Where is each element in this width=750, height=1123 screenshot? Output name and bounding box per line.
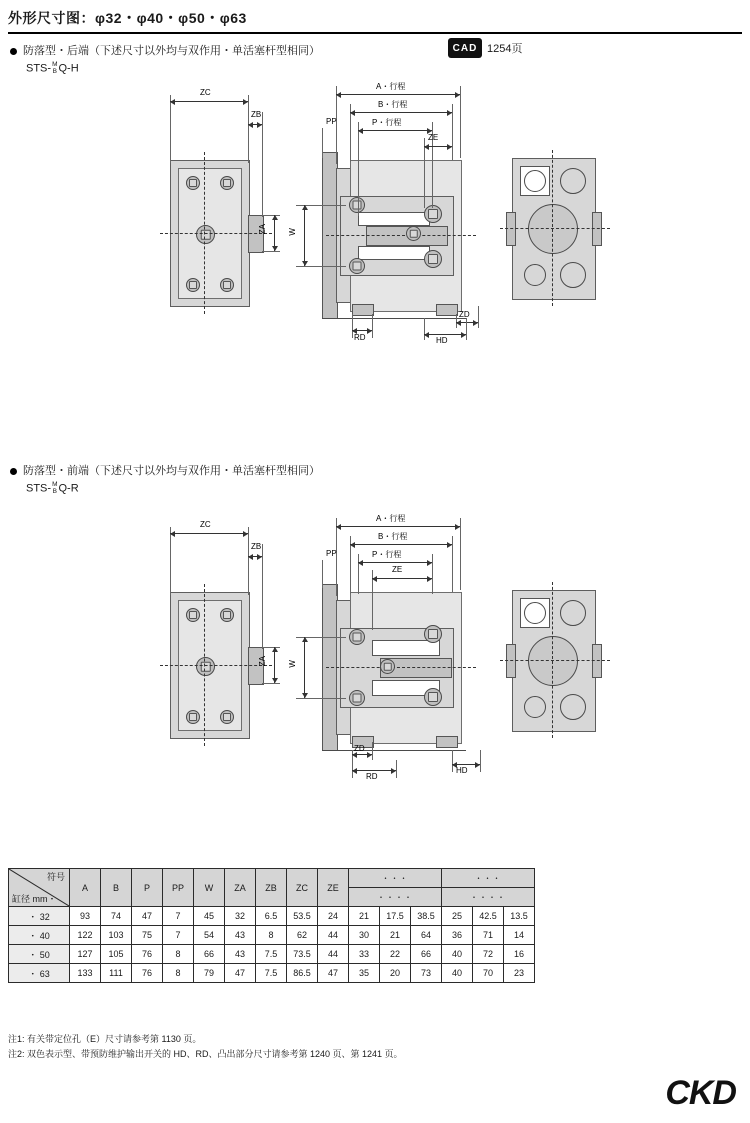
dim-zb-label: ZB	[251, 110, 262, 119]
ext-line	[262, 683, 280, 684]
cell: 71	[473, 926, 504, 945]
cell: 86.5	[287, 964, 318, 983]
section-2-heading	[10, 462, 320, 478]
footnotes	[8, 1032, 403, 1062]
section-2-model-prefix: STS-	[26, 482, 52, 495]
ext-line	[170, 95, 171, 163]
footnote-2: 注2: 双色表示型、带预防维护输出开关的 HD、RD、凸出部分尺寸请参考第 1240 页、第 1241 页。	[8, 1049, 403, 1059]
section-2-model-num: M	[52, 481, 58, 488]
dim-rd-line	[352, 330, 372, 331]
dim-a-line-2	[336, 526, 460, 527]
cad-page-reference: 1254页	[487, 43, 523, 55]
dim-hd-line	[424, 334, 466, 335]
centerline-horizontal	[500, 660, 610, 661]
cell: 44	[318, 945, 349, 964]
table-corner-bore: 缸径 mm・	[12, 894, 57, 904]
main-view-rod-upper	[358, 212, 430, 226]
cell: 24	[318, 907, 349, 926]
cell: 13.5	[504, 907, 535, 926]
dim-pp-label-2: PP	[326, 549, 337, 558]
row-bore-40: ・ 40	[9, 926, 70, 945]
cell: 40	[442, 964, 473, 983]
section-2-model-den: B	[52, 487, 57, 495]
centerline-vertical	[552, 582, 553, 738]
row-bore-63: ・ 63	[9, 964, 70, 983]
bolt-icon	[186, 176, 200, 190]
table-corner-cell	[9, 869, 70, 907]
cell: 122	[70, 926, 101, 945]
port-circle	[560, 168, 586, 194]
cad-icon: CAD	[448, 38, 482, 58]
centerline-horizontal	[160, 233, 272, 234]
col-head-w: W	[194, 869, 225, 907]
dim-w-line	[304, 205, 305, 266]
dim-a-line	[336, 94, 460, 95]
ext-line	[478, 306, 479, 328]
cell: 76	[132, 945, 163, 964]
section-1-heading	[10, 42, 320, 58]
cell: 105	[101, 945, 132, 964]
cell: 64	[411, 926, 442, 945]
cell: 25	[442, 907, 473, 926]
dim-ze-label: ZE	[428, 133, 439, 142]
centerline-vertical	[552, 150, 553, 306]
bolt-icon	[406, 226, 421, 241]
dim-pp-label: PP	[326, 117, 337, 126]
main-view-foot-right-2	[436, 736, 458, 748]
dim-zc-line-2	[170, 533, 248, 534]
baseline-2	[322, 750, 466, 751]
cell: 30	[349, 926, 380, 945]
cell: 73	[411, 964, 442, 983]
table-row	[9, 926, 535, 945]
cell: 7	[163, 926, 194, 945]
bolt-icon	[220, 710, 234, 724]
cell: 93	[70, 907, 101, 926]
cell: 8	[256, 926, 287, 945]
section-1-model-prefix: STS-	[26, 62, 52, 75]
cell: 23	[504, 964, 535, 983]
cell: 38.5	[411, 907, 442, 926]
cell: 35	[349, 964, 380, 983]
cell: 72	[473, 945, 504, 964]
dim-zb-label-2: ZB	[251, 542, 262, 551]
col-group-2-subhead: ・・・・	[442, 888, 535, 907]
cell: 103	[101, 926, 132, 945]
port-circle	[524, 170, 546, 192]
center-bolt-icon	[196, 225, 215, 244]
bolt-icon	[186, 278, 200, 292]
bullet-icon	[10, 468, 17, 475]
dim-zc-label: ZC	[200, 88, 211, 97]
dim-rd-label: RD	[354, 333, 366, 342]
dim-za-line-2	[274, 647, 275, 683]
dim-b-label: B・行程	[378, 100, 408, 109]
bolt-icon	[424, 625, 442, 643]
dim-b-line-2	[350, 544, 452, 545]
cell: 79	[194, 964, 225, 983]
table-body	[9, 907, 535, 983]
bolt-icon	[424, 688, 442, 706]
section-1-model	[26, 62, 79, 75]
main-view-foot-left	[352, 304, 374, 316]
cell: 7.5	[256, 964, 287, 983]
cell: 43	[225, 926, 256, 945]
section-2-model	[26, 482, 79, 495]
ext-line	[296, 266, 346, 267]
ext-line	[352, 314, 353, 338]
dim-rd-line-2	[352, 770, 396, 771]
bolt-icon	[424, 205, 442, 223]
col-head-ze: ZE	[318, 869, 349, 907]
cell: 133	[70, 964, 101, 983]
dim-rd-label-2: RD	[366, 772, 378, 781]
ext-line	[480, 750, 481, 772]
port-circle	[524, 602, 546, 624]
ext-line	[452, 138, 453, 160]
cell: 53.5	[287, 907, 318, 926]
end-view-bore	[528, 204, 578, 254]
ext-line	[372, 742, 373, 760]
end-view-lug-left-2	[506, 644, 516, 678]
dim-b-label-2: B・行程	[378, 532, 408, 541]
port-circle	[524, 696, 546, 718]
table-row	[9, 945, 535, 964]
cell: 21	[380, 926, 411, 945]
dim-p-label: P・行程	[372, 118, 402, 127]
cell: 76	[132, 964, 163, 983]
cad-badge[interactable]	[448, 38, 522, 58]
dim-a-label: A・行程	[376, 82, 406, 91]
cell: 8	[163, 964, 194, 983]
dim-za-label-2: ZA	[258, 656, 267, 667]
cell: 44	[318, 926, 349, 945]
cell: 33	[349, 945, 380, 964]
dim-zc-label-2: ZC	[200, 520, 211, 529]
cell: 8	[163, 945, 194, 964]
section-2-heading-text: 防落型・前端（下述尺寸以外均与双作用・单活塞杆型相同）	[23, 465, 320, 477]
dim-ze-line	[424, 146, 452, 147]
dim-b-line	[350, 112, 452, 113]
title-divider	[8, 32, 742, 34]
end-view-lug-left	[506, 212, 516, 246]
cell: 66	[411, 945, 442, 964]
cell: 36	[442, 926, 473, 945]
col-head-p: P	[132, 869, 163, 907]
col-group-1-head: ・・・	[349, 869, 442, 888]
cell: 74	[101, 907, 132, 926]
row-bore-32: ・ 32	[9, 907, 70, 926]
dim-zd-line-2	[352, 754, 372, 755]
end-view-lug-right	[592, 212, 602, 246]
cell: 70	[473, 964, 504, 983]
section-1-model-den: B	[52, 67, 57, 75]
page-header	[8, 8, 742, 34]
baseline	[322, 318, 466, 319]
ext-line	[396, 760, 397, 778]
table-corner-symbol: 符号	[46, 872, 65, 882]
centerline-horizontal	[160, 665, 272, 666]
cell: 14	[504, 926, 535, 945]
cell: 45	[194, 907, 225, 926]
centerline-vertical	[204, 152, 205, 314]
col-head-b: B	[101, 869, 132, 907]
dimension-table	[8, 868, 535, 983]
section-2-model-suffix: Q-R	[58, 482, 79, 495]
dim-zb-line	[248, 124, 262, 125]
port-circle	[560, 262, 586, 288]
cell: 32	[225, 907, 256, 926]
cell: 73.5	[287, 945, 318, 964]
ext-line	[358, 122, 359, 216]
cell: 47	[132, 907, 163, 926]
end-view-bore-2	[528, 636, 578, 686]
centerline-horizontal	[500, 228, 610, 229]
bolt-icon	[349, 690, 365, 706]
ext-line	[452, 536, 453, 592]
ext-line	[248, 544, 249, 594]
table-header	[9, 869, 535, 907]
section-1-model-num: M	[52, 61, 58, 68]
bullet-icon	[10, 48, 17, 55]
cell: 17.5	[380, 907, 411, 926]
main-view-rod-lower	[358, 246, 430, 260]
dim-za-label: ZA	[258, 224, 267, 235]
bolt-icon	[220, 176, 234, 190]
page-title: 外形尺寸图：φ32・φ40・φ50・φ63	[8, 10, 247, 26]
cell: 6.5	[256, 907, 287, 926]
ext-line	[372, 314, 373, 338]
bolt-icon	[186, 608, 200, 622]
dim-ze-label-2: ZE	[392, 565, 403, 574]
ext-line	[262, 251, 280, 252]
col-head-zc: ZC	[287, 869, 318, 907]
bolt-icon	[220, 278, 234, 292]
section-2-model-fraction	[52, 482, 57, 495]
ext-line	[170, 527, 171, 595]
ext-line	[262, 544, 263, 649]
dim-w-label: W	[288, 228, 297, 236]
port-circle	[560, 600, 586, 626]
dim-hd-label: HD	[436, 336, 448, 345]
ext-line	[248, 112, 249, 162]
bolt-icon	[424, 250, 442, 268]
center-bolt-icon	[196, 657, 215, 676]
col-group-2-head: ・・・	[442, 869, 535, 888]
cell: 7.5	[256, 945, 287, 964]
cell: 66	[194, 945, 225, 964]
dim-zb-line-2	[248, 556, 262, 557]
port-circle	[524, 264, 546, 286]
dim-a-label-2: A・行程	[376, 514, 406, 523]
port-circle	[560, 694, 586, 720]
col-head-a: A	[70, 869, 101, 907]
centerline-horizontal	[326, 235, 476, 236]
centerline-vertical	[204, 584, 205, 746]
main-view-foot-right	[436, 304, 458, 316]
cell: 62	[287, 926, 318, 945]
ext-line	[432, 570, 433, 594]
cell: 127	[70, 945, 101, 964]
bolt-icon	[186, 710, 200, 724]
ext-line	[322, 128, 323, 158]
ext-line	[466, 318, 467, 340]
dim-hd-label-2: HD	[456, 766, 468, 775]
cell: 43	[225, 945, 256, 964]
bolt-icon	[349, 258, 365, 274]
col-head-zb: ZB	[256, 869, 287, 907]
col-group-1-subhead: ・・・・	[349, 888, 442, 907]
dim-zd-line	[456, 322, 478, 323]
cell: 40	[442, 945, 473, 964]
section-1-heading-text: 防落型・后端（下述尺寸以外均与双作用・单活塞杆型相同）	[23, 45, 320, 57]
dim-p-label-2: P・行程	[372, 550, 402, 559]
cell: 75	[132, 926, 163, 945]
centerline-horizontal	[326, 667, 476, 668]
footnote-1: 注1: 有关带定位孔（E）尺寸请参考第 1130 页。	[8, 1034, 202, 1044]
dim-zc-line	[170, 101, 248, 102]
bolt-icon	[349, 197, 365, 213]
ext-line	[322, 560, 323, 588]
cell: 47	[318, 964, 349, 983]
dim-hd-line-2	[452, 764, 480, 765]
brand-logo: CKD	[665, 1074, 736, 1112]
bolt-icon	[220, 608, 234, 622]
ext-line	[296, 698, 346, 699]
dim-zd-label-2: ZD	[354, 744, 365, 753]
dim-za-line	[274, 215, 275, 251]
cell: 111	[101, 964, 132, 983]
col-head-pp: PP	[163, 869, 194, 907]
section-1-model-suffix: Q-H	[58, 62, 79, 75]
cell: 7	[163, 907, 194, 926]
ext-line	[262, 112, 263, 217]
dim-p-line	[358, 130, 432, 131]
dim-w-line-2	[304, 637, 305, 698]
cell: 42.5	[473, 907, 504, 926]
dim-zd-label: ZD	[459, 310, 470, 319]
row-bore-50: ・ 50	[9, 945, 70, 964]
col-head-za: ZA	[225, 869, 256, 907]
bolt-icon	[380, 659, 395, 674]
table-row	[9, 964, 535, 983]
table-row	[9, 907, 535, 926]
dim-ze-line-2	[372, 578, 432, 579]
ext-line	[452, 750, 453, 772]
section-1-model-fraction	[52, 62, 57, 75]
cell: 54	[194, 926, 225, 945]
bolt-icon	[349, 629, 365, 645]
ext-line	[460, 518, 461, 590]
end-view-lug-right-2	[592, 644, 602, 678]
cell: 47	[225, 964, 256, 983]
dim-w-label-2: W	[288, 660, 297, 668]
cell: 21	[349, 907, 380, 926]
cell: 20	[380, 964, 411, 983]
ext-line	[460, 86, 461, 158]
cell: 22	[380, 945, 411, 964]
dim-p-line-2	[358, 562, 432, 563]
table-header-row-1	[9, 869, 535, 888]
cell: 16	[504, 945, 535, 964]
